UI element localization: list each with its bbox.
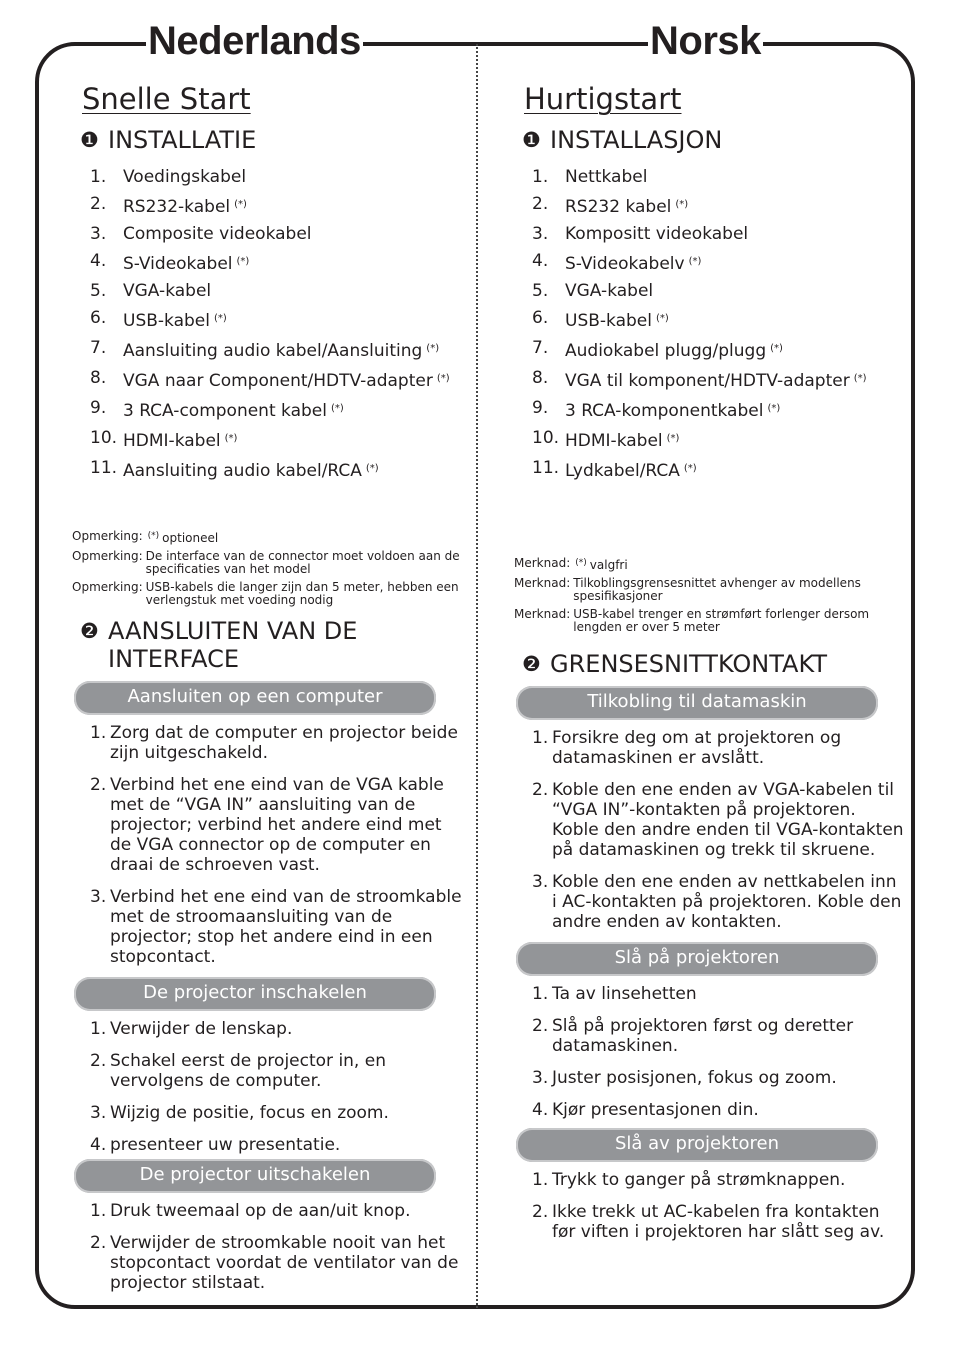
steps-power-off bbox=[532, 1170, 904, 1242]
step-number: 1. bbox=[532, 1170, 549, 1190]
steps-connect bbox=[532, 728, 904, 932]
step-text: Verwijder de lenskap. bbox=[110, 1019, 293, 1039]
section-number-icon: ❷ bbox=[522, 652, 541, 676]
note-item bbox=[72, 550, 467, 576]
optional-marker: (*) bbox=[426, 343, 440, 354]
cable-name: HDMI-kabel bbox=[565, 431, 663, 451]
step-text: Zorg dat de computer en projector beide zijn uitgeschakeld. bbox=[110, 723, 458, 763]
cable-label bbox=[565, 221, 748, 248]
item-number: 9. bbox=[532, 398, 549, 418]
step-number: 3. bbox=[532, 1068, 549, 1088]
cable-label bbox=[123, 164, 246, 191]
notes bbox=[514, 557, 904, 634]
cable-label bbox=[565, 365, 867, 395]
step-text: Wijzig de positie, focus en zoom. bbox=[110, 1103, 389, 1123]
note-label: Opmerking: bbox=[72, 580, 143, 594]
step-item bbox=[90, 1019, 467, 1039]
item-number: 10. bbox=[90, 428, 118, 448]
section-interface bbox=[522, 650, 904, 678]
cable-item bbox=[90, 395, 467, 425]
step-item bbox=[90, 1135, 467, 1155]
cable-label bbox=[123, 365, 450, 395]
step-number: 4. bbox=[90, 1135, 107, 1155]
cable-item bbox=[532, 335, 904, 365]
step-number: 2. bbox=[90, 1233, 107, 1253]
item-number: 2. bbox=[532, 194, 549, 214]
note-body: De interface van de connector moet voldoen aan de specificaties van het model bbox=[145, 549, 460, 576]
item-number: 6. bbox=[90, 308, 107, 328]
step-number: 4. bbox=[532, 1100, 549, 1120]
cable-item bbox=[90, 164, 467, 191]
cable-name: 3 RCA-komponentkabel bbox=[565, 401, 764, 421]
cable-label bbox=[565, 305, 669, 335]
step-item bbox=[532, 1068, 904, 1088]
cable-name: Composite videokabel bbox=[123, 224, 312, 244]
cable-label bbox=[123, 221, 312, 248]
note-text bbox=[570, 608, 904, 634]
section-installation bbox=[522, 126, 904, 154]
optional-marker: (*) bbox=[224, 433, 238, 444]
section-title: INSTALLATIE bbox=[108, 126, 257, 154]
optional-marker: (*) bbox=[236, 256, 250, 267]
section-installation bbox=[80, 126, 467, 154]
step-text: Schakel eerst de projector in, en vervolgens de computer. bbox=[110, 1051, 386, 1091]
step-item bbox=[90, 887, 467, 967]
cable-name: Kompositt videokabel bbox=[565, 224, 749, 244]
step-text: Druk tweemaal op de aan/uit knop. bbox=[110, 1201, 411, 1221]
note-item bbox=[514, 608, 904, 634]
step-item bbox=[90, 723, 467, 763]
step-text: Koble den ene enden av VGA-kabelen til “VGA IN”-kontakten på projektoren. Koble den andre enden til VGA-kontakten på datamaskinen og trekk til skruene. bbox=[552, 780, 904, 860]
optional-marker: (*) bbox=[853, 373, 867, 384]
norwegian-column bbox=[514, 74, 904, 1254]
subheading-connect-computer: Tilkobling til datamaskin bbox=[516, 686, 878, 720]
item-number: 8. bbox=[532, 368, 549, 388]
steps-power-on bbox=[532, 984, 904, 1120]
cable-label bbox=[565, 164, 647, 191]
cable-item bbox=[90, 305, 467, 335]
cable-name: VGA-kabel bbox=[123, 281, 212, 301]
step-item bbox=[532, 984, 904, 1004]
notes bbox=[72, 530, 467, 607]
cable-item bbox=[90, 455, 467, 485]
step-text: Forsikre deg om at projektoren og datamaskinen er avslått. bbox=[552, 728, 842, 768]
optional-marker: (*) bbox=[688, 256, 702, 267]
section-title: GRENSESNITTKONTAKT bbox=[550, 650, 827, 678]
item-number: 3. bbox=[532, 224, 549, 244]
cable-name: USB-kabel bbox=[123, 311, 210, 331]
note-text bbox=[143, 581, 467, 607]
item-number: 5. bbox=[90, 281, 107, 301]
item-number: 7. bbox=[90, 338, 107, 358]
cable-label bbox=[123, 278, 211, 305]
note-label: Opmerking: bbox=[72, 549, 143, 563]
step-number: 3. bbox=[532, 872, 549, 892]
optional-marker: (*) bbox=[767, 403, 781, 414]
cable-item bbox=[532, 191, 904, 221]
page-title: Hurtigstart bbox=[524, 82, 682, 116]
step-item bbox=[90, 1051, 467, 1091]
cable-name: Aansluiting audio kabel/Aansluiting bbox=[123, 341, 423, 361]
step-number: 2. bbox=[90, 1051, 107, 1071]
cable-label bbox=[565, 395, 780, 425]
cable-label bbox=[123, 248, 249, 278]
section-interface bbox=[80, 617, 467, 673]
step-text: Slå på projektoren først og deretter datamaskinen. bbox=[552, 1016, 854, 1056]
note-body: USB-kabels die langer zijn dan 5 meter, hebben een verlengstuk met voeding nodig bbox=[145, 580, 459, 607]
section-number-icon: ❶ bbox=[522, 128, 541, 152]
step-number: 1. bbox=[532, 984, 549, 1004]
cable-name: USB-kabel bbox=[565, 311, 652, 331]
optional-marker: (*) bbox=[683, 463, 697, 474]
step-item bbox=[90, 1103, 467, 1123]
cable-label bbox=[123, 335, 439, 365]
cable-item bbox=[90, 425, 467, 455]
optional-marker: (*) bbox=[666, 433, 680, 444]
cable-item bbox=[532, 221, 904, 248]
steps-power-on bbox=[90, 1019, 467, 1155]
subheading-connect-computer: Aansluiten op een computer bbox=[74, 681, 436, 715]
item-number: 4. bbox=[90, 251, 107, 271]
step-item bbox=[532, 872, 904, 932]
cable-item bbox=[532, 164, 904, 191]
optional-marker: (*) bbox=[655, 313, 669, 324]
step-text: Trykk to ganger på strømknappen. bbox=[552, 1170, 846, 1190]
step-item bbox=[90, 775, 467, 875]
step-item bbox=[532, 1170, 904, 1190]
step-item bbox=[532, 1100, 904, 1120]
optional-marker: (*) bbox=[147, 531, 160, 541]
note-text bbox=[143, 530, 219, 545]
step-text: Juster posisjonen, fokus og zoom. bbox=[552, 1068, 837, 1088]
step-text: Ta av linsehetten bbox=[552, 984, 697, 1004]
cable-list bbox=[532, 164, 904, 485]
item-number: 2. bbox=[90, 194, 107, 214]
steps-power-off bbox=[90, 1201, 467, 1293]
step-item bbox=[90, 1201, 467, 1221]
step-text: Ikke trekk ut AC-kabelen fra kontakten før viften i projektoren har slått seg av. bbox=[552, 1202, 885, 1242]
note-body: valgfri bbox=[589, 558, 628, 572]
item-number: 1. bbox=[532, 167, 549, 187]
step-item bbox=[532, 1016, 904, 1056]
note-label: Merknad: bbox=[514, 607, 571, 621]
cable-item bbox=[90, 278, 467, 305]
language-header-norwegian: Norsk bbox=[650, 19, 761, 63]
cable-name: VGA-kabel bbox=[565, 281, 654, 301]
cable-item bbox=[532, 425, 904, 455]
item-number: 7. bbox=[532, 338, 549, 358]
cable-name: RS232 kabel bbox=[565, 197, 672, 217]
item-number: 11. bbox=[532, 458, 560, 478]
cable-item bbox=[90, 365, 467, 395]
note-item bbox=[514, 557, 904, 572]
cable-label bbox=[565, 248, 701, 278]
optional-marker: (*) bbox=[234, 199, 247, 210]
optional-marker: (*) bbox=[436, 373, 450, 384]
note-body: Tilkoblingsgrensesnittet avhenger av modellens spesifikasjoner bbox=[573, 576, 861, 603]
dutch-column bbox=[72, 74, 467, 1305]
cable-name: VGA naar Component/HDTV-adapter bbox=[123, 371, 433, 391]
cable-item bbox=[532, 365, 904, 395]
cable-name: Nettkabel bbox=[565, 167, 648, 187]
cable-item bbox=[532, 395, 904, 425]
note-body: optioneel bbox=[162, 531, 219, 545]
section-title: INSTALLASJON bbox=[550, 126, 723, 154]
item-number: 10. bbox=[532, 428, 560, 448]
item-number: 11. bbox=[90, 458, 118, 478]
cable-label bbox=[565, 278, 653, 305]
optional-marker: (*) bbox=[770, 343, 783, 354]
cable-label bbox=[565, 425, 679, 455]
step-text: presenteer uw presentatie. bbox=[110, 1135, 341, 1155]
note-item bbox=[72, 581, 467, 607]
note-text bbox=[570, 557, 627, 572]
cable-name: Aansluiting audio kabel/RCA bbox=[123, 461, 362, 481]
step-number: 3. bbox=[90, 887, 107, 907]
note-item bbox=[514, 577, 904, 603]
item-number: 8. bbox=[90, 368, 107, 388]
item-number: 9. bbox=[90, 398, 107, 418]
cable-item bbox=[90, 221, 467, 248]
cable-item bbox=[532, 455, 904, 485]
item-number: 4. bbox=[532, 251, 549, 271]
step-number: 2. bbox=[532, 1202, 549, 1222]
cable-name: Lydkabel/RCA bbox=[565, 461, 680, 481]
step-number: 3. bbox=[90, 1103, 107, 1123]
step-text: Verwijder de stroomkable nooit van het stopcontact voordat de ventilator van de projector stilstaat. bbox=[110, 1233, 459, 1293]
step-text: Koble den ene enden av nettkabelen inn i AC-kontakten på projektoren. Koble den andre enden av kontakten. bbox=[552, 872, 902, 932]
step-item bbox=[532, 728, 904, 768]
cable-name: S-Videokabel bbox=[123, 254, 233, 274]
subheading-power-on: Slå på projektoren bbox=[516, 942, 878, 976]
step-text: Verbind het ene eind van de VGA kable met de “VGA IN” aansluiting van de projector; verbind het andere eind met de VGA connector op de computer en draai de schroeven vast. bbox=[110, 775, 444, 875]
cable-name: RS232-kabel bbox=[123, 197, 231, 217]
optional-marker: (*) bbox=[330, 403, 344, 414]
cable-label bbox=[123, 191, 247, 221]
cable-label bbox=[565, 335, 783, 365]
subheading-power-on: De projector inschakelen bbox=[74, 977, 436, 1011]
optional-marker: (*) bbox=[575, 558, 587, 568]
subheading-power-off: Slå av projektoren bbox=[516, 1128, 878, 1162]
cable-item bbox=[532, 278, 904, 305]
step-text: Kjør presentasjonen din. bbox=[552, 1100, 759, 1120]
page-title: Snelle Start bbox=[82, 82, 251, 116]
subheading-power-off: De projector uitschakelen bbox=[74, 1159, 436, 1193]
section-title: AANSLUITEN VAN DE INTERFACE bbox=[108, 617, 358, 673]
step-number: 1. bbox=[90, 723, 107, 743]
cable-name: Voedingskabel bbox=[123, 167, 247, 187]
cable-item bbox=[90, 335, 467, 365]
note-label: Opmerking: bbox=[72, 529, 143, 543]
note-item bbox=[72, 530, 467, 545]
cable-name: HDMI-kabel bbox=[123, 431, 221, 451]
item-number: 1. bbox=[90, 167, 107, 187]
note-body: USB-kabel trenger en strømført forlenger dersom lengden er over 5 meter bbox=[573, 607, 870, 634]
section-number-icon: ❷ bbox=[80, 619, 99, 643]
cable-label bbox=[123, 425, 237, 455]
cable-list bbox=[90, 164, 467, 485]
section-number-icon: ❶ bbox=[80, 128, 99, 152]
item-number: 5. bbox=[532, 281, 549, 301]
step-number: 1. bbox=[532, 728, 549, 748]
cable-item bbox=[532, 248, 904, 278]
note-text bbox=[570, 577, 904, 603]
item-number: 6. bbox=[532, 308, 549, 328]
cable-name: S-Videokabelv bbox=[565, 254, 685, 274]
optional-marker: (*) bbox=[365, 463, 379, 474]
cable-label bbox=[565, 191, 688, 221]
column-divider bbox=[476, 44, 478, 1308]
cable-item bbox=[90, 248, 467, 278]
step-text: Verbind het ene eind van de stroomkable met de stroomaansluiting van de projector; stop het andere eind in een stopcontact. bbox=[110, 887, 462, 967]
cable-item bbox=[532, 305, 904, 335]
cable-label bbox=[123, 305, 227, 335]
cable-name: Audiokabel plugg/plugg bbox=[565, 341, 767, 361]
steps-connect bbox=[90, 723, 467, 967]
optional-marker: (*) bbox=[213, 313, 227, 324]
cable-name: 3 RCA-component kabel bbox=[123, 401, 327, 421]
item-number: 3. bbox=[90, 224, 107, 244]
language-header-dutch: Nederlands bbox=[148, 19, 361, 63]
cable-item bbox=[90, 191, 467, 221]
note-text bbox=[143, 550, 467, 576]
step-item bbox=[532, 780, 904, 860]
step-number: 2. bbox=[90, 775, 107, 795]
cable-label bbox=[565, 455, 697, 485]
step-number: 2. bbox=[532, 1016, 549, 1036]
step-number: 1. bbox=[90, 1201, 107, 1221]
note-label: Merknad: bbox=[514, 576, 571, 590]
note-label: Merknad: bbox=[514, 556, 571, 570]
cable-name: VGA til komponent/HDTV-adapter bbox=[565, 371, 850, 391]
step-item bbox=[90, 1233, 467, 1293]
cable-label bbox=[123, 395, 344, 425]
cable-label bbox=[123, 455, 379, 485]
optional-marker: (*) bbox=[675, 199, 689, 210]
step-number: 1. bbox=[90, 1019, 107, 1039]
step-number: 2. bbox=[532, 780, 549, 800]
step-item bbox=[532, 1202, 904, 1242]
